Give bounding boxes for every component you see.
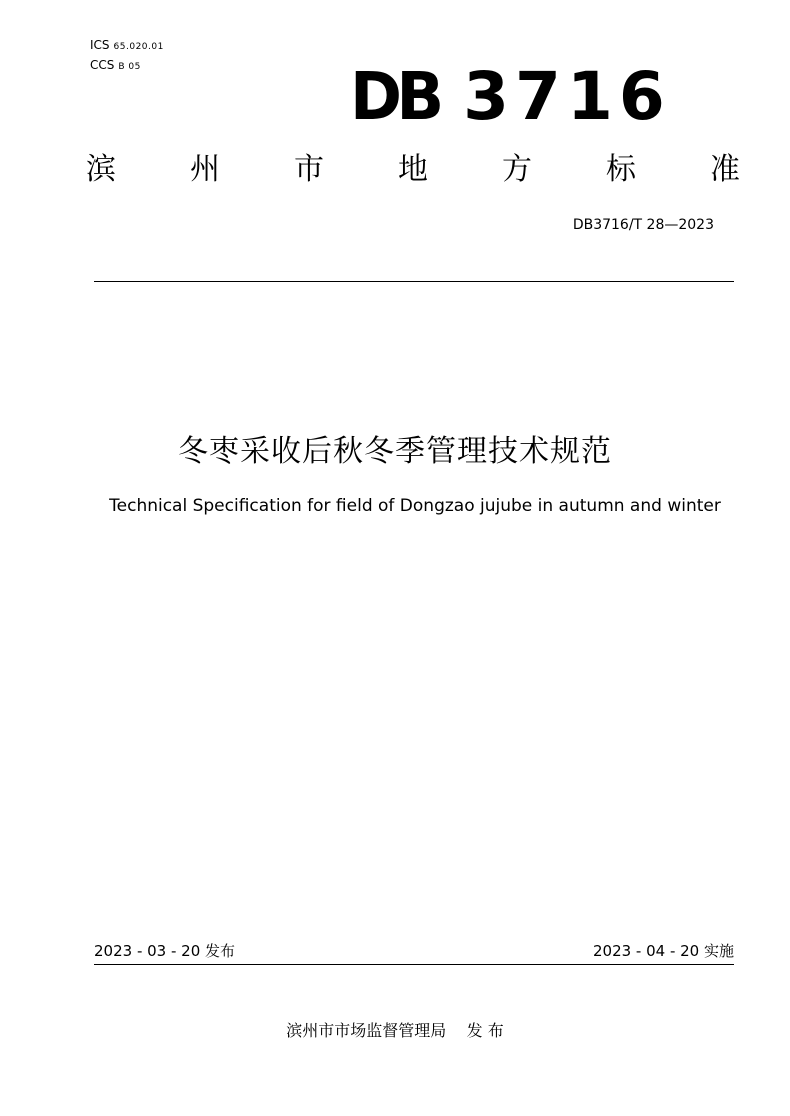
header-divider <box>94 281 734 282</box>
standard-type-char: 地 <box>398 152 428 187</box>
ics-code: 65.020.01 <box>113 42 164 52</box>
standard-type-char: 准 <box>710 152 740 187</box>
standard-type-char: 标 <box>606 152 636 187</box>
logo-prefix: DB <box>350 58 439 135</box>
document-title-english: Technical Specification for field of Dongzao jujube in autumn and winter <box>109 496 721 516</box>
ics-classification <box>90 38 164 54</box>
publish-date: 2023 - 03 - 20 发布 <box>94 942 236 960</box>
standard-type-char: 方 <box>502 152 532 187</box>
issuing-authority: 滨州市市场监督管理局 发 布 <box>286 1021 504 1040</box>
document-title-chinese: 冬枣采收后秋冬季管理技术规范 <box>178 434 612 469</box>
standard-type-char: 滨 <box>86 152 116 187</box>
standard-type-heading <box>86 150 740 190</box>
standard-number: DB3716/T 28—2023 <box>572 217 714 233</box>
logo-number: 3716 <box>463 58 671 135</box>
effective-date: 2023 - 04 - 20 实施 <box>592 942 734 960</box>
db-logo <box>350 58 671 135</box>
standard-type-char: 州 <box>190 152 220 187</box>
ccs-code: B 05 <box>118 62 141 72</box>
ccs-label: CCS <box>90 58 115 72</box>
standard-type-char: 市 <box>294 152 324 187</box>
ccs-classification <box>90 58 141 74</box>
footer-divider <box>94 964 734 965</box>
ics-label: ICS <box>90 38 110 52</box>
